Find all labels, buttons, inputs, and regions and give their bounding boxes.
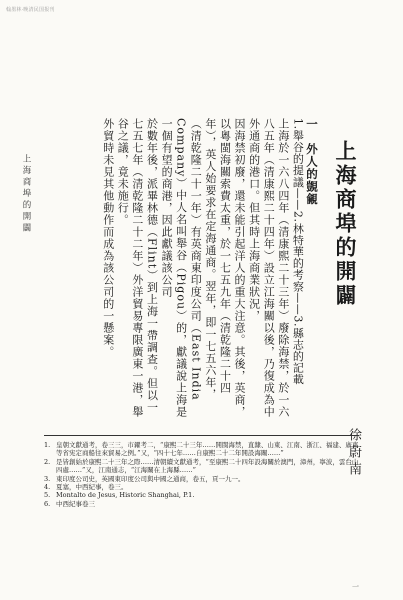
article-title: 上海商埠的開闢 xyxy=(333,140,358,308)
footnote-text: 夏塞，中西紀事，卷三。 xyxy=(56,483,128,492)
footnotes xyxy=(44,441,359,508)
watermark: 翰墨林·晚清民国报刊 xyxy=(6,7,55,13)
running-title: 上海商埠的開闢 xyxy=(21,154,31,235)
article-author: 徐蔚南 xyxy=(346,428,361,479)
footnote xyxy=(44,491,359,500)
footnote-text: 皇朝文獻通考，卷三三，市糴考二，“康熙二十三年……開閩海禁，直隸、山東、江南、浙江、福建、廣東等省宪定商船往來貿易之例。”又，“四十七年……自康熙二十二年開設海關……” xyxy=(56,441,359,458)
footnote-number: 2. xyxy=(44,457,51,466)
footnote-text: 東印度公司史，英國東印度公司與中國之通商，卷五，頁一九一。 xyxy=(56,474,245,483)
footnote-divider xyxy=(44,435,359,436)
footnote xyxy=(44,483,359,492)
footnote-number: 5. xyxy=(44,491,51,500)
body-text xyxy=(100,118,319,423)
footnote-number: 4. xyxy=(44,483,51,492)
footnote xyxy=(44,499,359,508)
footnote-number: 3. xyxy=(44,474,51,483)
body-paragraph: （清乾隆二十一年）有英商東印度公司（East India Company）中人名叫舉谷（Pigou）的，獻議說上海是一個有望的商港，因此獻議該公司 xyxy=(160,118,203,419)
footnote-text: 中西紀事卷三 xyxy=(56,499,95,508)
footnote xyxy=(44,441,359,458)
body-paragraph: 上海於一六八四年（清康熙二十三年）廢除海禁，於一六八五年（清康熙二十四年）設立江海關以後，乃復成為中外通商的港口。但其時上海商業狀況， xyxy=(247,118,290,418)
page-number: 一 xyxy=(352,583,359,591)
body-paragraph: 外貿時未見其他動作而成為該公司的一懸案。 xyxy=(101,118,115,358)
footnote-number: 6. xyxy=(44,499,51,508)
footnote-number: 1. xyxy=(44,441,51,449)
footnote xyxy=(44,457,359,475)
footnote-text: 是皆創始於康熙二十三年之際……清朝續文獻通考，“至康熙二十四年設海關於澳門，漳州，寧波，雲台山四處……”又，江南通志，“江海關在上海縣……” xyxy=(56,457,359,475)
body-paragraph: 因海禁初廢，還未能引起洋人的重大注意。其後，英商，以粵閩海關索費太重，於一七五九年（清乾隆二十四年），英人始要求在定海通商。翌年，即一七五六年， xyxy=(203,118,247,418)
footnote-text: Montalto de Jesus, Historic Shanghai, P.1. xyxy=(56,491,195,500)
section-heading: 一 外人的覬覦 xyxy=(305,118,319,206)
body-paragraph: 於數年後，派畢林德（Flint）到上海一帶調查。但以一七五七年（清乾隆二十二年）外洋貿易專限廣東一港，舉谷之議，竟未施行。 xyxy=(116,118,159,418)
footnote xyxy=(44,474,359,483)
section-outline: 1.舉谷的提議——2.林特華的考察——3.縣志的記載 xyxy=(291,118,305,386)
